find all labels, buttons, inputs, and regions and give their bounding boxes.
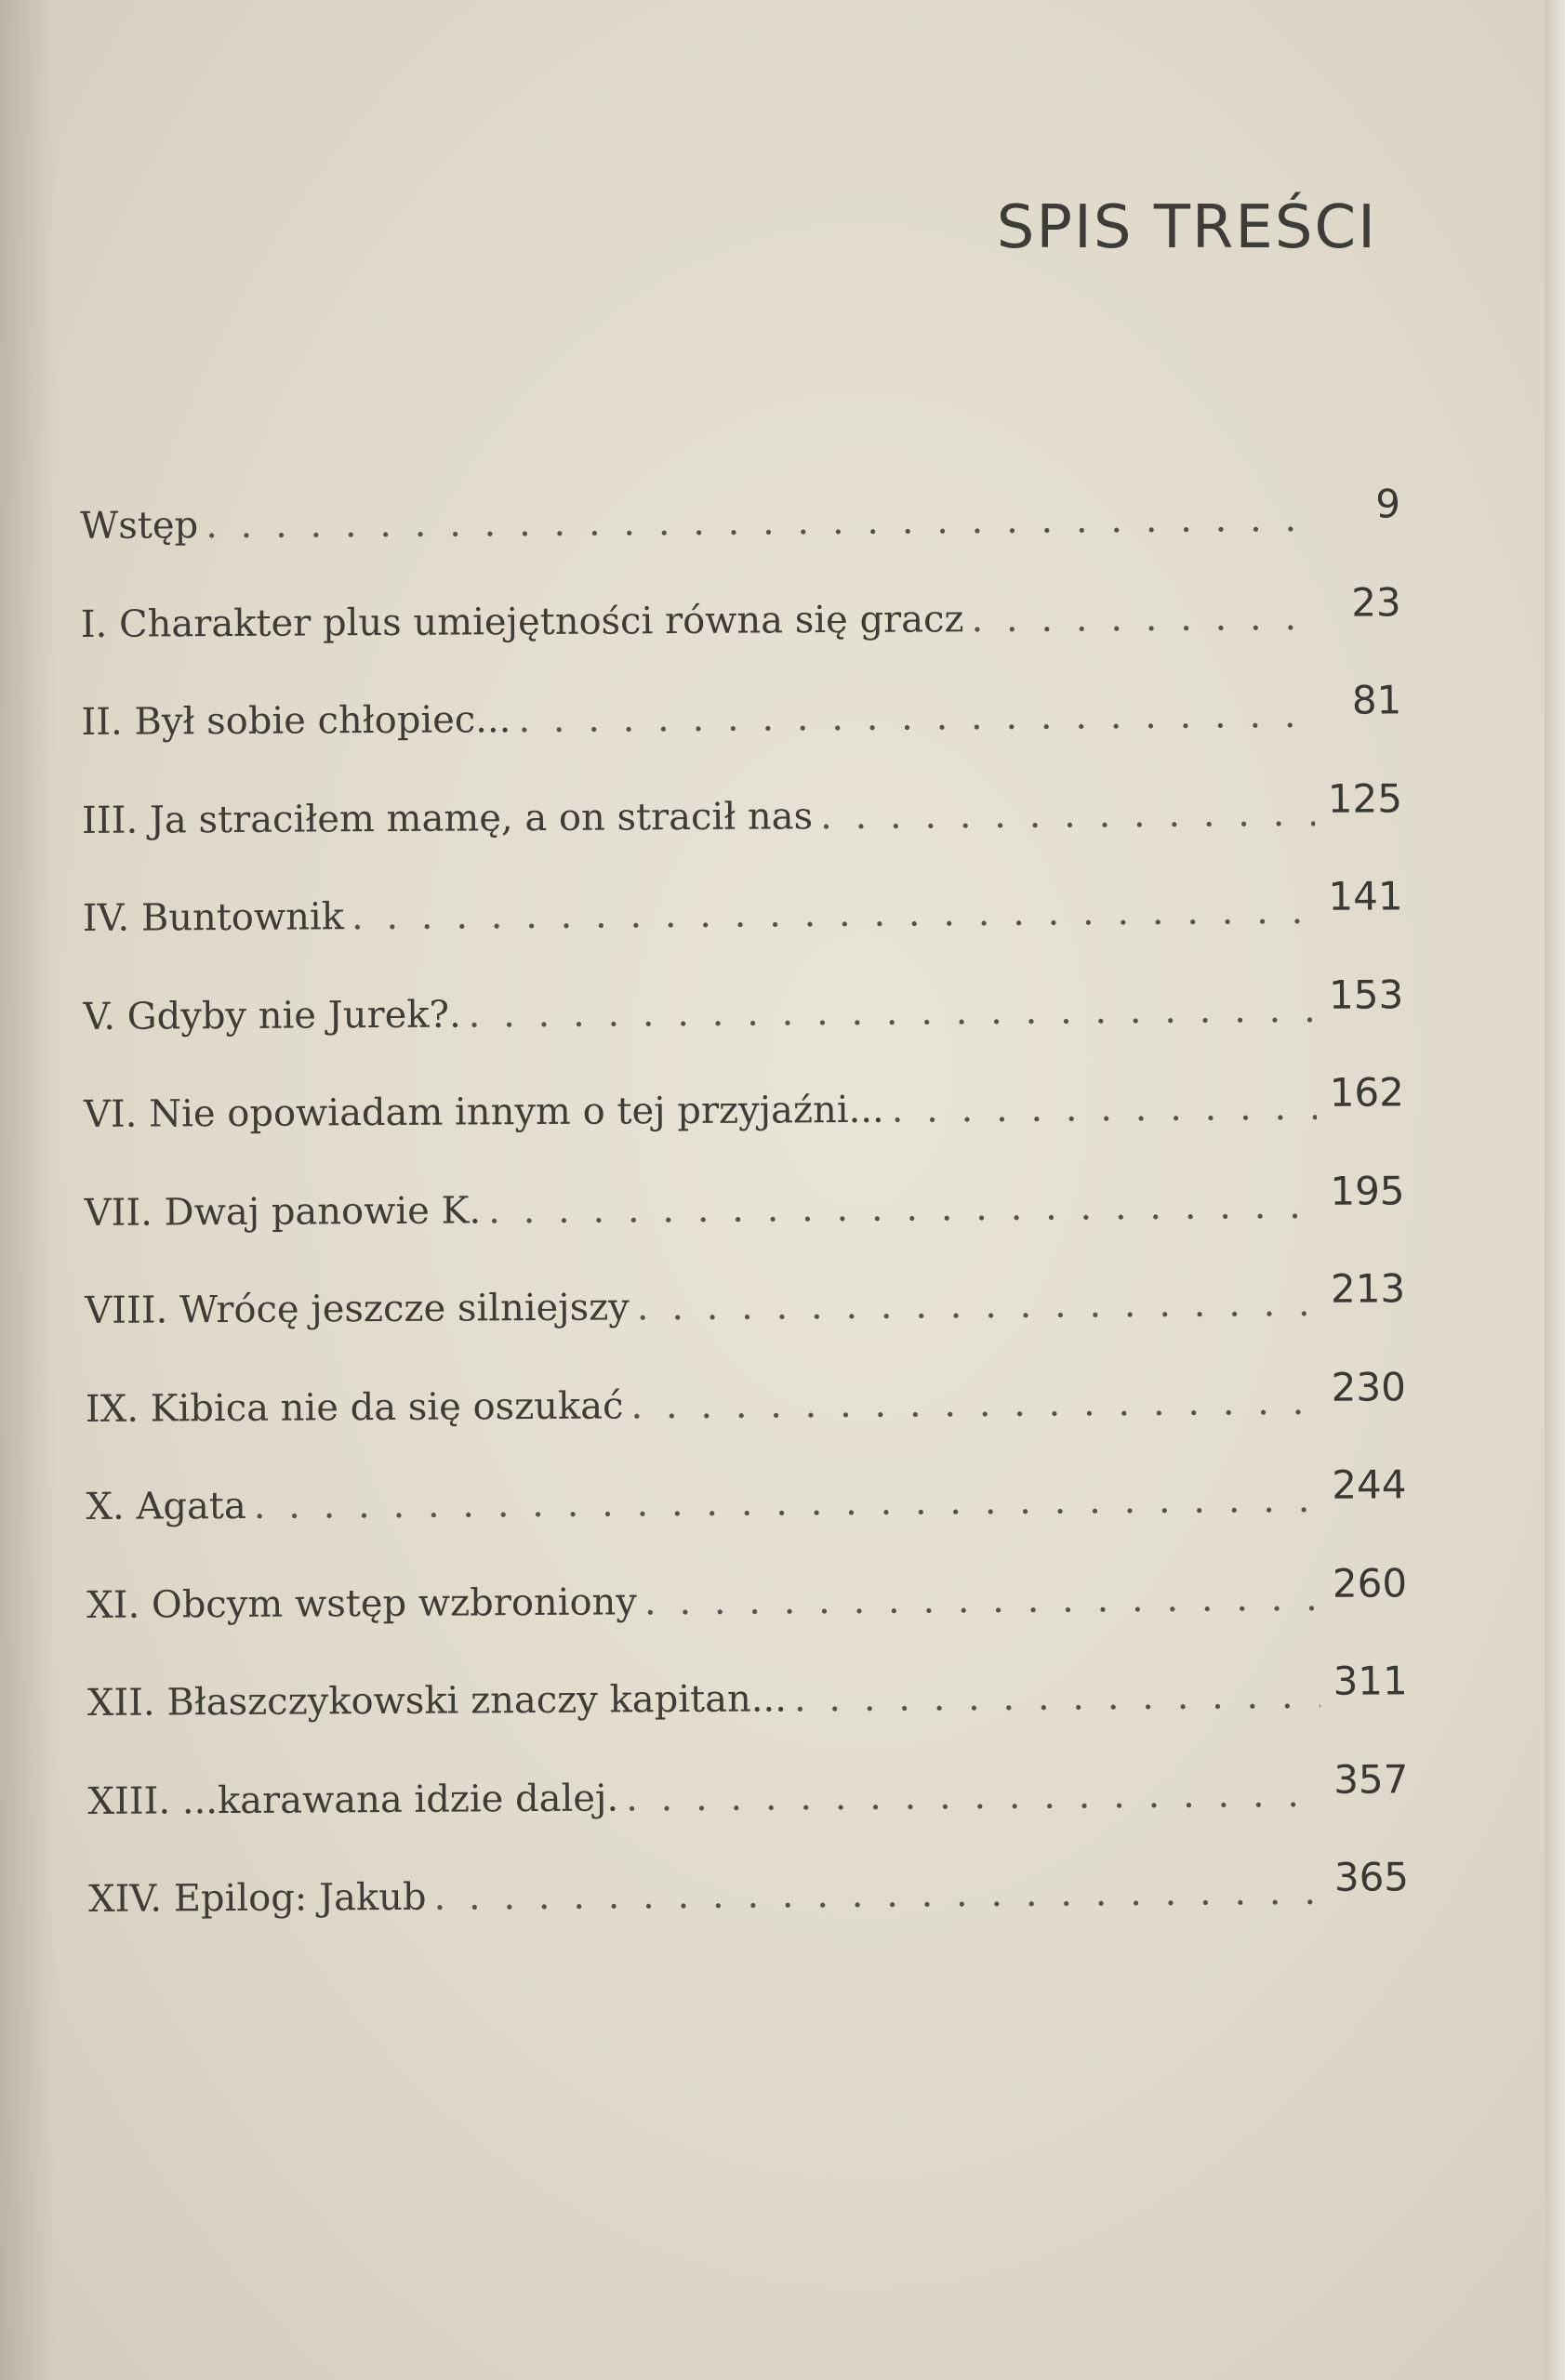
toc-entry [87,1755,1409,1875]
dot-leader [254,1478,1320,1527]
dot-leader [469,987,1317,1036]
table-of-contents [80,481,1410,1973]
dot-leader [794,1674,1320,1720]
toc-entry [83,1069,1405,1188]
dot-leader [488,1183,1318,1231]
toc-entry-title: XIV. Epilog: Jakub [88,1875,427,1921]
dot-leader [626,1772,1320,1819]
toc-entry-page: 357 [1333,1755,1409,1803]
toc-entry [83,971,1404,1091]
page-edge [1545,0,1565,2380]
toc-entry [80,481,1401,600]
toc-entry [88,1854,1410,1973]
toc-entry-page: 311 [1333,1658,1408,1704]
dot-leader [206,497,1313,547]
dot-leader [971,595,1314,640]
toc-entry-page: 23 [1351,578,1401,626]
toc-entry-title: VII. Dwaj panowie K. [84,1188,482,1235]
toc-entry [82,873,1404,992]
dot-leader [351,890,1316,938]
toc-entry [84,1167,1406,1287]
toc-entry-page: 141 [1328,873,1403,919]
toc-entry-title: III. Ja straciłem mamę, a on stracił nas [81,794,814,842]
gutter-shadow [0,0,56,2380]
toc-entry-page: 162 [1329,1069,1405,1116]
toc-entry-title: X. Agata [86,1484,246,1528]
toc-entry-page: 195 [1330,1167,1405,1214]
toc-entry-page: 153 [1328,971,1404,1018]
toc-entry-title: IV. Buntownik [82,895,345,940]
toc-entry [86,1559,1408,1679]
toc-entry-title: XII. Błaszczykowski znaczy kapitan... [86,1677,788,1725]
toc-entry [86,1658,1409,1777]
toc-entry [85,1363,1407,1483]
toc-entry-page: 125 [1327,774,1403,822]
dot-leader [637,1282,1319,1329]
dot-leader [518,694,1314,741]
toc-entry-title: I. Charakter plus umiejętności równa się gracz [80,597,964,646]
toc-entry-title: XIII. ...karawana idzie dalej. [87,1776,619,1823]
page-title: SPIS TREŚCI [996,193,1377,262]
toc-entry [85,1265,1406,1384]
toc-entry-page: 244 [1332,1461,1407,1508]
toc-entry-title: II. Był sobie chłopiec... [81,698,511,744]
toc-entry-title: VI. Nie opowiadam innym o tej przyjaźni... [83,1088,884,1136]
toc-entry-page: 260 [1332,1559,1408,1606]
toc-entry-title: XI. Obcym wstęp wzbroniony [86,1580,638,1627]
dot-leader [630,1380,1319,1427]
dot-leader [820,791,1315,837]
dot-leader [892,1086,1317,1131]
toc-entry-page: 9 [1375,481,1401,527]
toc-entry-page: 230 [1331,1363,1406,1410]
toc-entry-page: 81 [1351,677,1402,723]
dot-leader [433,1871,1321,1919]
toc-entry-page: 365 [1333,1854,1410,1900]
toc-entry [86,1461,1407,1580]
toc-entry-title: VIII. Wrócę jeszcze silniejszy [85,1286,630,1332]
toc-entry [81,677,1402,796]
toc-entry-title: Wstęp [80,504,199,548]
toc-entry-title: V. Gdyby nie Jurek?. [83,993,461,1038]
toc-entry-title: IX. Kibica nie da się oszukać [85,1383,624,1431]
dot-leader [644,1576,1320,1622]
toc-entry [81,774,1403,894]
toc-entry-page: 213 [1330,1265,1406,1312]
toc-entry [80,578,1402,698]
